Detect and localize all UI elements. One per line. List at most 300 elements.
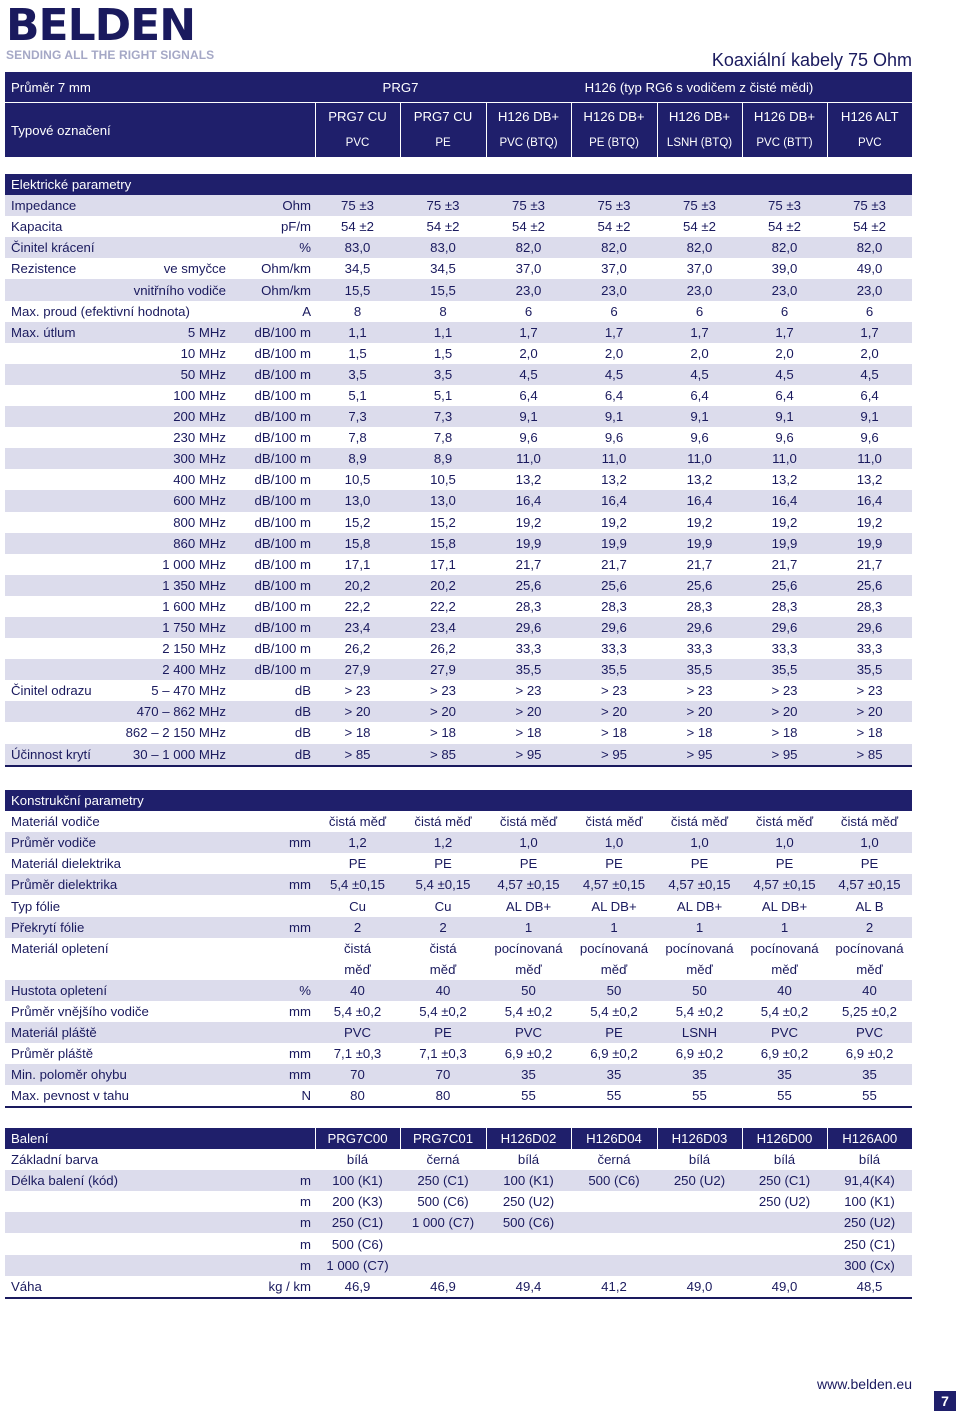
value-cell: 19,9: [657, 533, 742, 554]
table-row: [5, 874, 912, 895]
value-cell: 19,2: [486, 512, 571, 533]
value-cell: 1,0: [742, 832, 827, 853]
value-cell: 6: [742, 301, 827, 322]
value-cell: 19,9: [827, 533, 912, 554]
row-label: Min. poloměr ohybu: [5, 1064, 230, 1085]
value-cell: 29,6: [486, 617, 571, 638]
value-cell: 19,2: [742, 512, 827, 533]
value-cell: PE: [486, 853, 571, 874]
value-cell: 29,6: [657, 617, 742, 638]
row-unit: [230, 1022, 315, 1043]
value-cell: PE: [315, 853, 400, 874]
value-cell: 35: [742, 1064, 827, 1085]
value-cell: 82,0: [657, 237, 742, 258]
product-code: PRG7C01: [400, 1128, 486, 1149]
row-unit: dB/100 m: [230, 469, 315, 490]
value-cell: 55: [486, 1085, 571, 1107]
value-cell: 4,57 ±0,15: [571, 874, 657, 895]
table-row: [5, 1001, 912, 1022]
value-cell: 34,5: [400, 258, 486, 279]
row-unit: A: [230, 301, 315, 322]
row-sublabel: 860 MHz: [115, 533, 230, 554]
row-unit: m: [230, 1233, 315, 1254]
value-cell: 9,1: [827, 406, 912, 427]
value-cell: 33,3: [657, 638, 742, 659]
group-h126: H126 (typ RG6 s vodičem z čisté mědi): [486, 72, 912, 103]
row-sublabel: 800 MHz: [115, 512, 230, 533]
col-sub: PVC (BTT): [742, 129, 827, 157]
value-cell: 1,5: [400, 343, 486, 364]
value-cell: 9,1: [657, 406, 742, 427]
group-prg7: PRG7: [315, 72, 486, 103]
value-cell: > 95: [742, 744, 827, 766]
table-row: [5, 427, 912, 448]
table-row: [5, 448, 912, 469]
value-cell: 7,1 ±0,3: [400, 1043, 486, 1064]
row-label: [5, 448, 115, 469]
value-cell: 29,6: [742, 617, 827, 638]
table-row: [5, 279, 912, 300]
value-cell: 26,2: [315, 638, 400, 659]
row-label: Činitel odrazu: [5, 680, 115, 701]
row-label: Průměr pláště: [5, 1043, 230, 1064]
value-cell: > 85: [315, 744, 400, 766]
row-unit: dB/100 m: [230, 406, 315, 427]
table-row: [5, 938, 912, 959]
col-name: PRG7 CU: [315, 103, 400, 130]
value-cell: 13,0: [315, 490, 400, 511]
row-label: [5, 1255, 230, 1276]
value-cell: 41,2: [571, 1276, 657, 1298]
value-cell: 28,3: [657, 596, 742, 617]
value-cell: 500 (C6): [571, 1170, 657, 1191]
value-cell: 82,0: [486, 237, 571, 258]
value-cell: 2: [315, 917, 400, 938]
value-cell: 9,1: [571, 406, 657, 427]
product-code: H126D04: [571, 1128, 657, 1149]
col-name: H126 DB+: [486, 103, 571, 130]
row-label: [5, 512, 115, 533]
value-cell: PVC: [827, 1022, 912, 1043]
row-unit: %: [230, 980, 315, 1001]
table-row: [5, 596, 912, 617]
col-name: PRG7 CU: [400, 103, 486, 130]
table-row: [5, 832, 912, 853]
table-row: [5, 744, 912, 766]
value-cell: 5,25 ±0,2: [827, 1001, 912, 1022]
brand-name: BELDEN: [6, 0, 196, 51]
value-cell: 35,5: [657, 659, 742, 680]
value-cell: 4,5: [742, 364, 827, 385]
col-sub: LSNH (BTQ): [657, 129, 742, 157]
row-label: Váha: [5, 1276, 230, 1298]
value-cell: 1,7: [827, 322, 912, 343]
value-cell: 15,5: [315, 279, 400, 300]
col-name: H126 DB+: [657, 103, 742, 130]
value-cell: 23,0: [486, 279, 571, 300]
value-cell: 70: [400, 1064, 486, 1085]
row-label: [5, 406, 115, 427]
value-cell: AL DB+: [742, 895, 827, 916]
value-cell: měď: [400, 959, 486, 980]
value-cell: 8,9: [315, 448, 400, 469]
value-cell: 6,4: [827, 385, 912, 406]
value-cell: 7,8: [400, 427, 486, 448]
table-row: [5, 680, 912, 701]
header-table: [5, 72, 912, 157]
value-cell: 500 (C6): [400, 1191, 486, 1212]
value-cell: 15,2: [400, 512, 486, 533]
col-name: H126 ALT: [827, 103, 912, 130]
value-cell: 3,5: [315, 364, 400, 385]
table-row: [5, 1043, 912, 1064]
row-label: Max. pevnost v tahu: [5, 1085, 230, 1107]
value-cell: 13,2: [657, 469, 742, 490]
value-cell: Cu: [400, 895, 486, 916]
value-cell: > 95: [571, 744, 657, 766]
value-cell: 17,1: [400, 554, 486, 575]
table-row: [5, 343, 912, 364]
value-cell: [657, 1191, 742, 1212]
row-unit: Ohm/km: [230, 279, 315, 300]
value-cell: 25,6: [486, 575, 571, 596]
value-cell: 23,0: [571, 279, 657, 300]
value-cell: pocínovaná: [571, 938, 657, 959]
row-label: [5, 490, 115, 511]
row-sublabel: 1 600 MHz: [115, 596, 230, 617]
table-row: [5, 1149, 912, 1170]
row-sublabel: 30 – 1 000 MHz: [115, 744, 230, 766]
value-cell: > 20: [486, 701, 571, 722]
row-label: Materiál pláště: [5, 1022, 230, 1043]
value-cell: 2,0: [827, 343, 912, 364]
row-unit: mm: [230, 1064, 315, 1085]
product-code: H126D00: [742, 1128, 827, 1149]
table-row: [5, 237, 912, 258]
value-cell: 300 (Cx): [827, 1255, 912, 1276]
value-cell: [571, 1212, 657, 1233]
value-cell: 26,2: [400, 638, 486, 659]
value-cell: 250 (U2): [657, 1170, 742, 1191]
value-cell: 1,1: [400, 322, 486, 343]
row-unit: dB/100 m: [230, 554, 315, 575]
value-cell: > 18: [742, 722, 827, 743]
section-header: [5, 790, 912, 811]
value-cell: čistá měď: [742, 811, 827, 832]
section-header: [5, 1128, 912, 1149]
table-row: [5, 385, 912, 406]
page-number: 7: [934, 1391, 956, 1411]
row-label: [5, 659, 115, 680]
value-cell: > 18: [486, 722, 571, 743]
value-cell: PE: [571, 853, 657, 874]
value-cell: 55: [657, 1085, 742, 1107]
value-cell: 250 (C1): [742, 1170, 827, 1191]
value-cell: 4,5: [486, 364, 571, 385]
value-cell: > 23: [400, 680, 486, 701]
value-cell: 5,1: [400, 385, 486, 406]
row-sublabel: 200 MHz: [115, 406, 230, 427]
value-cell: 15,5: [400, 279, 486, 300]
value-cell: 75 ±3: [657, 195, 742, 216]
value-cell: 13,2: [827, 469, 912, 490]
value-cell: PE: [742, 853, 827, 874]
value-cell: > 23: [571, 680, 657, 701]
row-label: Typ fólie: [5, 895, 230, 916]
value-cell: 48,5: [827, 1276, 912, 1298]
col-sub: PVC: [315, 129, 400, 157]
value-cell: 1: [486, 917, 571, 938]
value-cell: 35,5: [827, 659, 912, 680]
value-cell: čistá měď: [571, 811, 657, 832]
row-unit: kg / km: [230, 1276, 315, 1298]
value-cell: 5,1: [315, 385, 400, 406]
value-cell: 75 ±3: [827, 195, 912, 216]
value-cell: 28,3: [486, 596, 571, 617]
row-label: Průměr vnějšího vodiče: [5, 1001, 230, 1022]
row-label: [5, 1191, 230, 1212]
value-cell: PE: [657, 853, 742, 874]
value-cell: [400, 1233, 486, 1254]
footer-url: www.belden.eu: [817, 1376, 912, 1392]
value-cell: 33,3: [742, 638, 827, 659]
value-cell: 6,9 ±0,2: [657, 1043, 742, 1064]
col-sub: PVC (BTQ): [486, 129, 571, 157]
table-row: [5, 301, 912, 322]
value-cell: 5,4 ±0,15: [400, 874, 486, 895]
row-unit: m: [230, 1212, 315, 1233]
value-cell: > 18: [657, 722, 742, 743]
row-label: [5, 427, 115, 448]
value-cell: 23,0: [827, 279, 912, 300]
value-cell: čistá měď: [400, 811, 486, 832]
value-cell: 8: [315, 301, 400, 322]
value-cell: > 18: [400, 722, 486, 743]
row-label: Hustota opletení: [5, 980, 230, 1001]
table-row: [5, 258, 912, 279]
row-unit: dB/100 m: [230, 385, 315, 406]
value-cell: 54 ±2: [315, 216, 400, 237]
value-cell: [486, 1255, 571, 1276]
value-cell: > 18: [571, 722, 657, 743]
value-cell: 21,7: [827, 554, 912, 575]
section-header: [5, 174, 912, 195]
value-cell: 37,0: [571, 258, 657, 279]
row-sublabel: 300 MHz: [115, 448, 230, 469]
row-unit: dB: [230, 744, 315, 766]
row-sublabel: 470 – 862 MHz: [115, 701, 230, 722]
value-cell: 25,6: [657, 575, 742, 596]
row-label: Materiál vodiče: [5, 811, 230, 832]
table-row: [5, 811, 912, 832]
table-row: [5, 512, 912, 533]
row-sublabel: 5 MHz: [115, 322, 230, 343]
value-cell: 27,9: [315, 659, 400, 680]
value-cell: 1 000 (C7): [315, 1255, 400, 1276]
value-cell: černá: [571, 1149, 657, 1170]
row-unit: [230, 938, 315, 959]
col-name: H126 DB+: [571, 103, 657, 130]
table-row: [5, 917, 912, 938]
value-cell: 4,57 ±0,15: [827, 874, 912, 895]
value-cell: měď: [827, 959, 912, 980]
value-cell: 1 000 (C7): [400, 1212, 486, 1233]
row-label: [5, 343, 115, 364]
row-unit: m: [230, 1255, 315, 1276]
row-unit: mm: [230, 874, 315, 895]
table-row: [5, 1276, 912, 1298]
table-row: [5, 959, 912, 980]
value-cell: 15,8: [315, 533, 400, 554]
value-cell: 55: [827, 1085, 912, 1107]
row-unit: dB/100 m: [230, 617, 315, 638]
value-cell: 23,4: [400, 617, 486, 638]
value-cell: 3,5: [400, 364, 486, 385]
value-cell: 28,3: [827, 596, 912, 617]
value-cell: [742, 1233, 827, 1254]
value-cell: 6,4: [742, 385, 827, 406]
table-row: [5, 980, 912, 1001]
value-cell: 6: [657, 301, 742, 322]
row-unit: [230, 811, 315, 832]
table-row: [5, 1064, 912, 1085]
value-cell: 46,9: [315, 1276, 400, 1298]
value-cell: pocínovaná: [742, 938, 827, 959]
value-cell: bílá: [486, 1149, 571, 1170]
table-row: [5, 533, 912, 554]
type-label: Typové označení: [5, 103, 315, 158]
value-cell: 35: [827, 1064, 912, 1085]
value-cell: čistá měď: [486, 811, 571, 832]
row-unit: dB: [230, 701, 315, 722]
value-cell: 4,57 ±0,15: [742, 874, 827, 895]
value-cell: 83,0: [400, 237, 486, 258]
value-cell: 16,4: [742, 490, 827, 511]
value-cell: 4,5: [827, 364, 912, 385]
value-cell: > 20: [571, 701, 657, 722]
row-label: Materiál opletení: [5, 938, 230, 959]
value-cell: > 23: [486, 680, 571, 701]
value-cell: 250 (U2): [742, 1191, 827, 1212]
row-sublabel: 10 MHz: [115, 343, 230, 364]
value-cell: 5,4 ±0,2: [657, 1001, 742, 1022]
table-row: [5, 406, 912, 427]
value-cell: 11,0: [827, 448, 912, 469]
row-label: Impedance: [5, 195, 230, 216]
table-row: [5, 617, 912, 638]
value-cell: měď: [571, 959, 657, 980]
value-cell: [486, 1233, 571, 1254]
value-cell: 55: [571, 1085, 657, 1107]
diameter-label: Průměr 7 mm: [5, 72, 315, 103]
value-cell: 9,1: [742, 406, 827, 427]
row-label: [5, 617, 115, 638]
belden-logo: [6, 2, 214, 62]
row-sublabel: 1 000 MHz: [115, 554, 230, 575]
value-cell: > 18: [315, 722, 400, 743]
value-cell: 4,5: [657, 364, 742, 385]
value-cell: [571, 1233, 657, 1254]
value-cell: 100 (K1): [315, 1170, 400, 1191]
row-sublabel: 230 MHz: [115, 427, 230, 448]
electrical-table: [5, 174, 912, 767]
value-cell: 1,5: [315, 343, 400, 364]
value-cell: [400, 1255, 486, 1276]
value-cell: 11,0: [571, 448, 657, 469]
section-title: Balení: [5, 1128, 315, 1149]
row-unit: mm: [230, 1001, 315, 1022]
value-cell: 9,1: [486, 406, 571, 427]
row-unit: mm: [230, 917, 315, 938]
value-cell: > 23: [827, 680, 912, 701]
value-cell: bílá: [315, 1149, 400, 1170]
row-unit: mm: [230, 832, 315, 853]
value-cell: 21,7: [657, 554, 742, 575]
value-cell: 50: [571, 980, 657, 1001]
row-label: [5, 959, 230, 980]
row-unit: m: [230, 1170, 315, 1191]
value-cell: 20,2: [400, 575, 486, 596]
value-cell: 5,4 ±0,15: [315, 874, 400, 895]
value-cell: 22,2: [400, 596, 486, 617]
value-cell: 250 (C1): [827, 1233, 912, 1254]
value-cell: 35,5: [742, 659, 827, 680]
row-unit: [230, 1149, 315, 1170]
value-cell: 10,5: [315, 469, 400, 490]
value-cell: 200 (K3): [315, 1191, 400, 1212]
row-unit: mm: [230, 1043, 315, 1064]
table-row: [5, 701, 912, 722]
value-cell: 6,4: [486, 385, 571, 406]
value-cell: 54 ±2: [657, 216, 742, 237]
value-cell: čistá měď: [657, 811, 742, 832]
value-cell: 500 (C6): [315, 1233, 400, 1254]
value-cell: [657, 1255, 742, 1276]
product-code: H126A00: [827, 1128, 912, 1149]
value-cell: 40: [827, 980, 912, 1001]
value-cell: 20,2: [315, 575, 400, 596]
value-cell: 13,2: [571, 469, 657, 490]
value-cell: 9,6: [657, 427, 742, 448]
row-sublabel: ve smyčce: [115, 258, 230, 279]
value-cell: PE: [400, 853, 486, 874]
value-cell: 250 (U2): [827, 1212, 912, 1233]
row-unit: m: [230, 1191, 315, 1212]
row-label: [5, 554, 115, 575]
row-label: [5, 701, 115, 722]
value-cell: 29,6: [571, 617, 657, 638]
value-cell: PE: [827, 853, 912, 874]
value-cell: měď: [486, 959, 571, 980]
value-cell: 17,1: [315, 554, 400, 575]
value-cell: 21,7: [486, 554, 571, 575]
value-cell: 13,0: [400, 490, 486, 511]
value-cell: 35: [657, 1064, 742, 1085]
row-sublabel: vnitřního vodiče: [115, 279, 230, 300]
value-cell: 19,2: [657, 512, 742, 533]
value-cell: pocínovaná: [827, 938, 912, 959]
value-cell: 1,0: [571, 832, 657, 853]
value-cell: 28,3: [742, 596, 827, 617]
row-unit: dB/100 m: [230, 575, 315, 596]
value-cell: 80: [315, 1085, 400, 1107]
value-cell: 75 ±3: [400, 195, 486, 216]
value-cell: 37,0: [486, 258, 571, 279]
row-unit: [230, 959, 315, 980]
value-cell: 46,9: [400, 1276, 486, 1298]
value-cell: 25,6: [742, 575, 827, 596]
value-cell: měď: [315, 959, 400, 980]
